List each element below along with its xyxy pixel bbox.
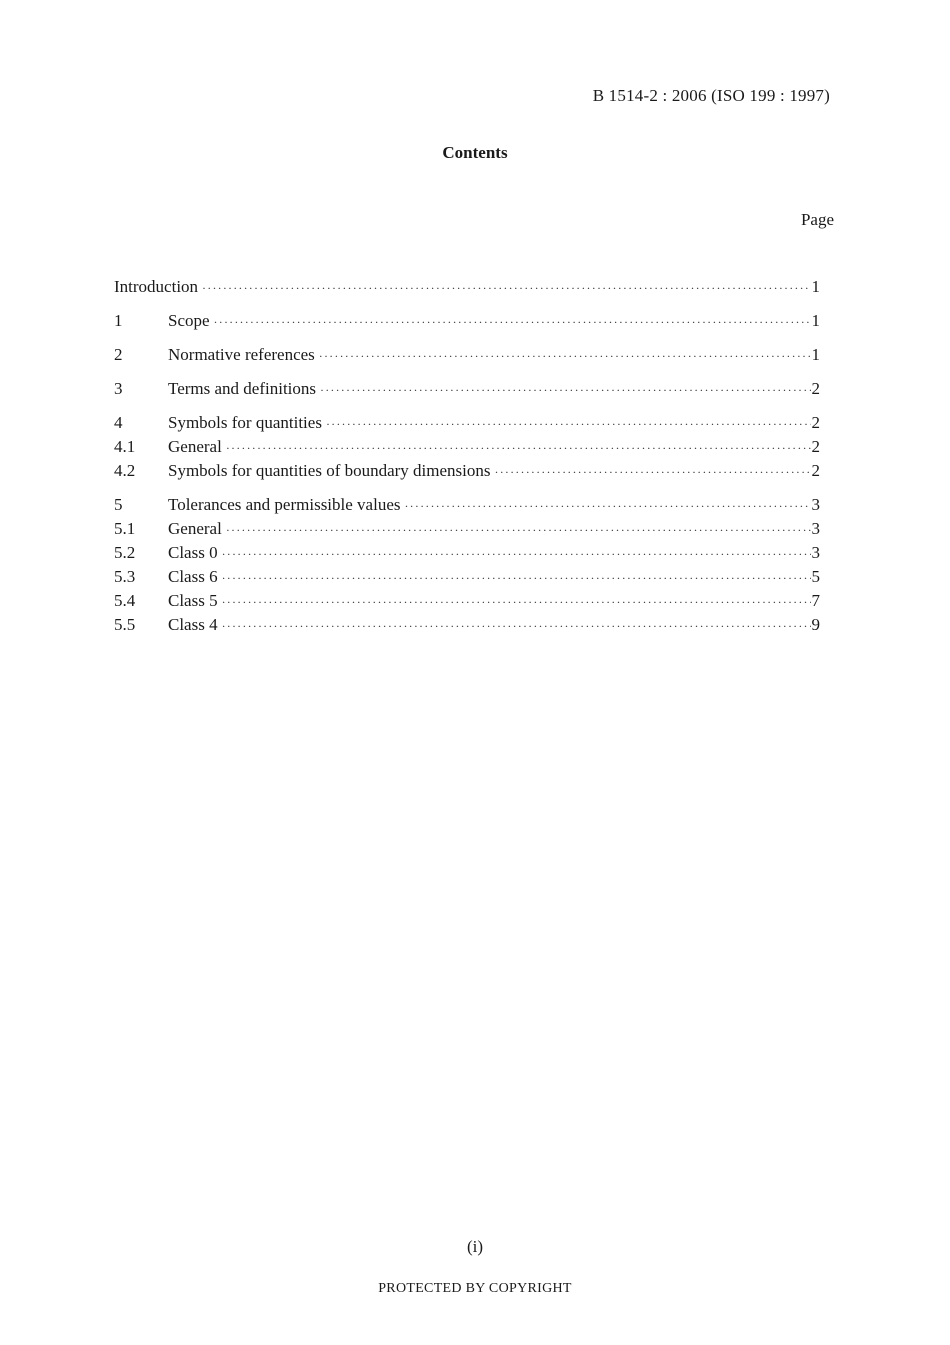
- toc-entry-terms-and-definitions[interactable]: [114, 377, 820, 401]
- toc-entry-number: 5.1: [114, 519, 136, 538]
- toc-entry-number: 5.5: [114, 615, 136, 634]
- toc-entry-title: Introduction: [114, 277, 199, 296]
- toc-entry-page: 2: [811, 437, 820, 456]
- toc-entry-page: 5: [811, 567, 820, 586]
- toc-entry-introduction[interactable]: [114, 275, 820, 299]
- toc-entry-page: 1: [811, 345, 820, 364]
- toc-entry-page: 2: [811, 379, 820, 398]
- toc-entry-page: 2: [811, 461, 820, 480]
- toc-entry-page: 3: [811, 495, 820, 514]
- toc-entry-5-2-class-0[interactable]: [114, 541, 820, 565]
- footer-page-number: (i): [466, 1237, 484, 1256]
- dot-leader: [320, 378, 810, 402]
- toc-entry-number: 5.3: [114, 567, 136, 586]
- toc-entry-5-4-class-5[interactable]: [114, 589, 820, 613]
- toc-entry-4-2-boundary-dimensions[interactable]: [114, 459, 820, 483]
- toc-entry-number: 5: [114, 495, 123, 514]
- toc-entry-title: Tolerances and permissible values: [168, 495, 401, 514]
- toc-entry-number: 5.2: [114, 543, 136, 562]
- toc-entry-title: General: [168, 437, 222, 456]
- toc-entry-title: Normative references: [168, 345, 315, 364]
- toc-entry-title: Symbols for quantities: [168, 413, 322, 432]
- toc-entry-number: 5.4: [114, 591, 136, 610]
- toc-entry-page: 7: [811, 591, 820, 610]
- dot-leader: [222, 614, 811, 638]
- dot-leader: [226, 436, 811, 460]
- table-of-contents: [114, 275, 820, 637]
- toc-entry-title: General: [168, 519, 222, 538]
- toc-entry-page: 9: [811, 615, 820, 634]
- toc-entry-number: 3: [114, 379, 123, 398]
- standard-code: B 1514-2 : 2006 (ISO 199 : 1997): [592, 86, 830, 105]
- toc-entry-page: 1: [811, 311, 820, 330]
- toc-entry-title: Class 5: [168, 591, 218, 610]
- toc-entry-number: 2: [114, 345, 123, 364]
- toc-entry-title: Terms and definitions: [168, 379, 317, 398]
- copyright-notice: PROTECTED BY COPYRIGHT: [378, 1281, 572, 1296]
- dot-leader: [404, 494, 810, 518]
- toc-entry-page: 1: [811, 277, 820, 296]
- toc-entry-number: 1: [114, 311, 123, 330]
- contents-title: Contents: [442, 143, 508, 162]
- toc-entry-symbols-for-quantities[interactable]: [114, 411, 820, 435]
- toc-entry-4-1-general[interactable]: [114, 435, 820, 459]
- dot-leader: [222, 590, 811, 614]
- toc-entry-5-5-class-4[interactable]: [114, 613, 820, 637]
- dot-leader: [222, 566, 811, 590]
- toc-entry-page: 3: [811, 543, 820, 562]
- toc-entry-5-3-class-6[interactable]: [114, 565, 820, 589]
- toc-entry-number: 4.1: [114, 437, 136, 456]
- toc-entry-title: Symbols for quantities of boundary dimensions: [168, 461, 491, 480]
- dot-leader: [495, 460, 811, 484]
- toc-entry-normative-references[interactable]: [114, 343, 820, 367]
- dot-leader: [226, 518, 811, 542]
- toc-entry-5-1-general[interactable]: [114, 517, 820, 541]
- toc-entry-number: 4: [114, 413, 123, 432]
- toc-entry-title: Scope: [168, 311, 210, 330]
- toc-entry-page: 2: [811, 413, 820, 432]
- toc-entry-title: Class 0: [168, 543, 218, 562]
- toc-entry-number: 4.2: [114, 461, 136, 480]
- dot-leader: [326, 412, 811, 436]
- toc-entry-tolerances[interactable]: [114, 493, 820, 517]
- toc-entry-page: 3: [811, 519, 820, 538]
- dot-leader: [222, 542, 811, 566]
- dot-leader: [319, 344, 811, 368]
- toc-entry-scope[interactable]: [114, 309, 820, 333]
- dot-leader: [214, 310, 811, 334]
- toc-entry-title: Class 4: [168, 615, 218, 634]
- toc-entry-title: Class 6: [168, 567, 218, 586]
- page-column-label: Page: [800, 210, 834, 229]
- dot-leader: [202, 276, 810, 300]
